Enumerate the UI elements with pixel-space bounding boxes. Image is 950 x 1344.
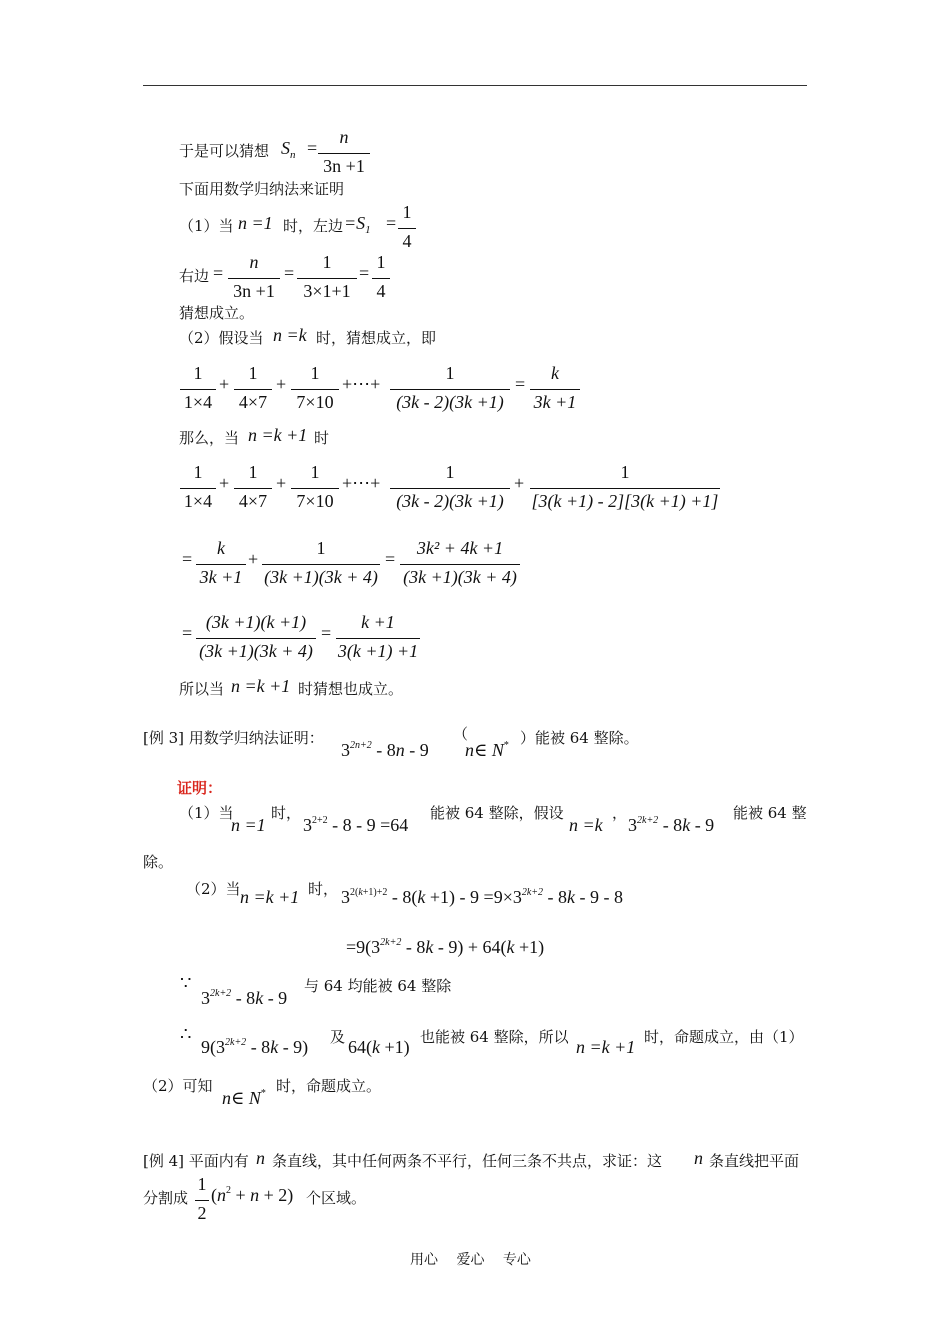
text-conclusion: 时，命题成立。 <box>276 1077 382 1095</box>
fraction-1-4: 1 4 <box>398 202 416 250</box>
text-divide-plane: 条直线把平面 <box>709 1152 800 1170</box>
math-ellipsis: +⋯+ <box>342 374 381 394</box>
text-divisible-assume: 能被 64 整除，假设 <box>430 804 564 822</box>
fraction-1-over-prod: 1 (3k +1)(3k + 4) <box>262 538 380 586</box>
math-sn: $S_n$ <box>281 138 296 161</box>
math-because-expr: $3^{2k+2} - 8k - 9$ <box>201 988 288 1008</box>
header-rule <box>143 85 807 86</box>
text-regions: 个区域。 <box>306 1189 367 1207</box>
text-because: 与 64 均能被 64 整除 <box>304 977 452 995</box>
fraction-1-4-b: 1 4 <box>372 252 390 300</box>
math-hypothesis: $3^{2k+2} - 8k - 9$ <box>628 815 715 835</box>
math-eq: = <box>182 549 193 569</box>
example-3-title: [例 3] 用数学归纳法证明： <box>143 729 324 747</box>
math-step2-expr: $3^{2(k+1)+2} - 8(k +1) - 9 =9\times 3^{2k+2} - 8k - 9 - 8$ <box>341 887 624 907</box>
fraction-1-4x7: 1 4×7 <box>234 363 272 411</box>
fraction-general-term-b: 1 (3k - 2)(3k +1) <box>390 462 510 510</box>
text-when-comma: 时， <box>271 804 302 822</box>
math-n-lines-b: n <box>694 1148 703 1168</box>
text-paren: （ <box>453 725 469 743</box>
math-eq: = <box>385 549 396 569</box>
fraction-1-1x4: 1 1×4 <box>180 363 216 411</box>
math-n-in-N: n∈ N* <box>465 740 509 760</box>
text-divide-into: 分割成 <box>143 1189 189 1207</box>
math-eq: = <box>284 263 295 283</box>
math-plus: + <box>219 473 230 493</box>
fraction-1-1x4-b: 1 1×4 <box>180 462 216 510</box>
proof-label: 证明： <box>177 779 223 797</box>
fraction-factored: (3k +1)(k +1) (3k +1)(3k + 4) <box>196 612 316 660</box>
text-conjecture: 于是可以猜想 <box>179 142 270 160</box>
text-step2: （2）假设当 <box>179 329 264 347</box>
text-proof-step1: （1）当 <box>179 804 234 822</box>
math-regions: $(n^2 + n + 2)$ <box>211 1185 294 1205</box>
text-right-side: 右边 <box>179 267 210 285</box>
math-n-eq-1: n =1 <box>238 213 273 233</box>
math-plus: + <box>276 473 287 493</box>
text-divisible-end: 除。 <box>143 853 174 871</box>
text-when-comma-b: 时， <box>308 880 339 898</box>
math-s1: $=S_1$ <box>344 213 371 236</box>
fraction-half: 1 2 <box>195 1174 209 1222</box>
footer-motto: 用心 爱心 专心 <box>410 1252 531 1268</box>
math-ellipsis: +⋯+ <box>342 473 381 493</box>
math-plus: + <box>248 549 259 569</box>
text-therefore-holds: 所以当 <box>179 680 225 698</box>
text-divisible-64: ）能被 64 整除。 <box>520 729 639 747</box>
math-eq: = <box>386 213 397 233</box>
fraction-simplified: k +1 3(k +1) +1 <box>337 612 419 661</box>
math-n-eq-k1: n =k +1 <box>248 425 308 445</box>
text-assume: 时，猜想成立，即 <box>316 329 437 347</box>
math-eq: = <box>182 623 193 643</box>
fraction-1-7x10: 1 7×10 <box>291 363 339 411</box>
math-n-in-N-b: n∈ N* <box>222 1088 266 1108</box>
example-4-title: [例 4] 平面内有 <box>143 1152 249 1170</box>
math-n-eq-k1-c: n =k +1 <box>240 887 300 907</box>
math-step2-result: $=9(3^{2k+2} - 8k - 9) + 64(k +1)$ <box>346 937 545 957</box>
math-eq: = <box>213 263 224 283</box>
math-plus: + <box>276 374 287 394</box>
math-n-eq-k: n =k <box>273 325 307 345</box>
fraction-general-term: 1 (3k - 2)(3k +1) <box>390 363 510 411</box>
math-n-eq-k1-d: n =k +1 <box>576 1037 636 1057</box>
fraction-n-over-3n1-b: n 3n +1 <box>228 252 280 300</box>
math-eq: = <box>307 138 318 158</box>
text-holds: 猜想成立。 <box>179 304 255 322</box>
text-comma: ， <box>612 804 628 822</box>
text-known: （2）可知 <box>143 1077 213 1095</box>
text-step1: （1）当 <box>179 217 234 235</box>
math-n-eq-k1-b: n =k +1 <box>231 676 291 696</box>
fraction-1-4x7-b: 1 4×7 <box>234 462 272 510</box>
math-therefore-expr: $9(3^{2k+2} - 8k - 9)$ <box>201 1037 309 1057</box>
math-eq: = <box>515 374 526 394</box>
math-n-lines: n <box>256 1148 265 1168</box>
text-divisible-cont: 能被 64 整 <box>733 804 807 822</box>
text-proof-step2: （2）当 <box>186 880 241 898</box>
text-and: 及 <box>330 1028 346 1046</box>
math-eq: = <box>359 263 370 283</box>
math-eq: = <box>321 623 332 643</box>
text-induction-intro: 下面用数学归纳法来证明 <box>179 180 345 198</box>
text-also-divisible: 也能被 64 整除，所以 <box>420 1028 569 1046</box>
text-conjecture-holds: 时猜想也成立。 <box>298 680 404 698</box>
math-64-k1: 64(k +1) <box>348 1037 410 1057</box>
math-plus: + <box>514 473 525 493</box>
because-symbol: ∵ <box>180 973 192 993</box>
math-n-eq-k-b: n =k <box>569 815 603 835</box>
text-lines-condition: 条直线，其中任何两条不平行，任何三条不共点，求证：这 <box>272 1152 663 1170</box>
fraction-n-over-3n1: n 3n +1 <box>318 127 370 175</box>
text-left-side: 时，左边 <box>283 217 344 235</box>
math-n-eq-1-b: n =1 <box>231 815 266 835</box>
text-when: 时 <box>314 429 330 447</box>
text-proposition-holds: 时，命题成立，由（1） <box>644 1028 804 1046</box>
fraction-next-term: 1 [3(k +1) - 2][3(k +1) +1] <box>531 462 719 511</box>
math-base-case: $3^{2+2} - 8 - 9 =64$ <box>303 815 409 835</box>
fraction-k-3k1-b: k 3k +1 <box>196 538 246 586</box>
math-expr-3: $3^{2n+2} - 8n - 9$ <box>341 740 429 760</box>
math-plus: + <box>219 374 230 394</box>
fraction-k-3k1: k 3k +1 <box>530 363 580 411</box>
text-then: 那么，当 <box>179 429 240 447</box>
therefore-symbol: ∴ <box>180 1024 192 1044</box>
fraction-quadratic: 3k² + 4k +1 (3k +1)(3k + 4) <box>400 538 520 586</box>
fraction-1-over-3x1-1: 1 3×1+1 <box>297 252 357 300</box>
fraction-1-7x10-b: 1 7×10 <box>291 462 339 510</box>
